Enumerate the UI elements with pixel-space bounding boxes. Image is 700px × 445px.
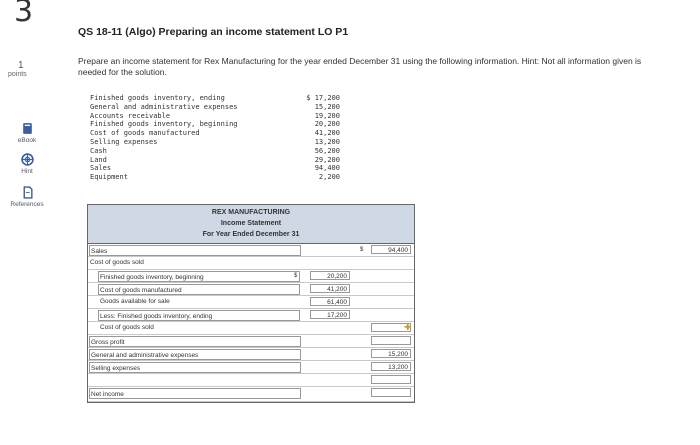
table-row-gross-profit bbox=[88, 335, 414, 348]
net-income-amount-input[interactable] bbox=[371, 388, 411, 397]
given-row bbox=[90, 112, 340, 121]
given-row bbox=[90, 129, 340, 138]
ebook-label: eBook bbox=[17, 137, 37, 144]
table-row-fg-beginning bbox=[88, 270, 414, 283]
selling-expenses-label-input[interactable]: Selling expenses bbox=[89, 362, 301, 373]
goods-available-label: Goods available for sale bbox=[100, 298, 170, 305]
given-label: Cash bbox=[90, 146, 107, 155]
income-statement bbox=[87, 204, 415, 403]
cogs-total-label: Cost of goods sold bbox=[100, 324, 154, 331]
ebook-link[interactable] bbox=[6, 122, 48, 144]
given-label: Finished goods inventory, beginning bbox=[90, 120, 238, 129]
ga-expenses-label-input[interactable]: General and administrative expenses bbox=[89, 349, 301, 360]
sales-dollar: $ bbox=[360, 247, 364, 253]
statement-name: Income Statement bbox=[220, 220, 282, 227]
given-label: Sales bbox=[90, 164, 112, 173]
fg-beginning-label-input[interactable]: Finished goods inventory, beginning bbox=[98, 271, 300, 282]
given-value: 15,200 bbox=[314, 102, 340, 111]
ga-expenses-amount-input[interactable]: 15,200 bbox=[371, 349, 411, 358]
lifebuoy-icon bbox=[21, 153, 34, 166]
fg-ending-amount-input[interactable]: 17,200 bbox=[310, 310, 350, 319]
points-value: 1 bbox=[18, 60, 24, 71]
given-value: 20,200 bbox=[314, 120, 340, 129]
given-label: Selling expenses bbox=[90, 137, 158, 146]
hint-link[interactable] bbox=[6, 153, 48, 175]
cogm-label-input[interactable]: Cost of goods manufactured bbox=[98, 284, 300, 295]
given-value: 94,400 bbox=[314, 164, 340, 173]
fg-beginning-amount-input[interactable]: 20,200 bbox=[310, 271, 350, 280]
given-row bbox=[90, 173, 340, 182]
table-row-ga-expenses bbox=[88, 348, 414, 361]
statement-period: For Year Ended December 31 bbox=[202, 231, 300, 238]
given-label: Accounts receivable bbox=[90, 111, 171, 120]
references-link[interactable] bbox=[6, 186, 48, 208]
given-label: Cost of goods manufactured bbox=[90, 129, 200, 138]
goods-available-amount-input[interactable]: 61,400 bbox=[310, 297, 350, 306]
table-row-blank bbox=[88, 374, 414, 387]
table-row-selling-expenses bbox=[88, 361, 414, 374]
given-value: $ 17,200 bbox=[306, 94, 340, 102]
given-row bbox=[90, 103, 340, 112]
gross-profit-label-input[interactable]: Gross profit bbox=[89, 336, 301, 347]
given-value: 2,200 bbox=[318, 173, 340, 182]
given-label: Finished goods inventory, ending bbox=[90, 94, 225, 102]
given-value: 41,200 bbox=[314, 129, 340, 138]
given-label: General and administrative expenses bbox=[90, 102, 238, 111]
given-label: Land bbox=[90, 155, 107, 164]
document-icon bbox=[21, 186, 34, 199]
net-income-label-input[interactable]: Net income bbox=[89, 388, 301, 399]
sales-label-input[interactable]: Sales bbox=[89, 245, 301, 256]
question-title: QS 18-11 (Algo) Preparing an income statement LO P1 bbox=[78, 26, 349, 38]
statement-header bbox=[88, 205, 414, 244]
given-value: 29,200 bbox=[314, 155, 340, 164]
given-row bbox=[90, 164, 340, 173]
given-row bbox=[90, 94, 340, 103]
given-row bbox=[90, 147, 340, 156]
fg-beginning-dollar: $ bbox=[294, 273, 298, 279]
table-row-cogs-total bbox=[88, 322, 414, 335]
company-name: REX MANUFACTURING bbox=[211, 209, 291, 216]
selling-expenses-amount-input[interactable]: 13,200 bbox=[371, 362, 411, 371]
blank-amount-input[interactable] bbox=[371, 375, 411, 384]
given-value: 13,200 bbox=[314, 137, 340, 146]
fg-ending-label-input[interactable]: Less: Finished goods inventory, ending bbox=[98, 310, 300, 321]
table-row-sales bbox=[88, 244, 414, 257]
points-label: points bbox=[8, 71, 27, 78]
question-prompt: Prepare an income statement for Rex Manufacturing for the year ended December 31 using the following information. Hint: Not all information given is needed for the solution. bbox=[78, 56, 642, 77]
question-number: 3 bbox=[14, 0, 34, 29]
given-label: Equipment bbox=[90, 173, 128, 182]
table-row-goods-available bbox=[88, 296, 414, 309]
table-row-net-income bbox=[88, 387, 414, 402]
table-row-cogs-heading bbox=[88, 257, 414, 270]
book-icon bbox=[21, 122, 34, 135]
given-value: 56,200 bbox=[314, 146, 340, 155]
given-row bbox=[90, 120, 340, 129]
table-row-fg-ending bbox=[88, 309, 414, 322]
gross-profit-amount-input[interactable] bbox=[371, 336, 411, 345]
given-row bbox=[90, 156, 340, 165]
references-label: References bbox=[10, 201, 44, 208]
given-row bbox=[90, 138, 340, 147]
table-row-cogm bbox=[88, 283, 414, 296]
cogm-amount-input[interactable]: 41,200 bbox=[310, 284, 350, 293]
given-data bbox=[90, 94, 340, 182]
given-value: 19,200 bbox=[314, 111, 340, 120]
add-row-icon[interactable]: ✚ bbox=[404, 322, 412, 332]
cogs-heading: Cost of goods sold bbox=[90, 259, 144, 266]
sales-amount-input[interactable]: 94,400 bbox=[371, 245, 411, 254]
hint-label: Hint bbox=[21, 168, 33, 175]
